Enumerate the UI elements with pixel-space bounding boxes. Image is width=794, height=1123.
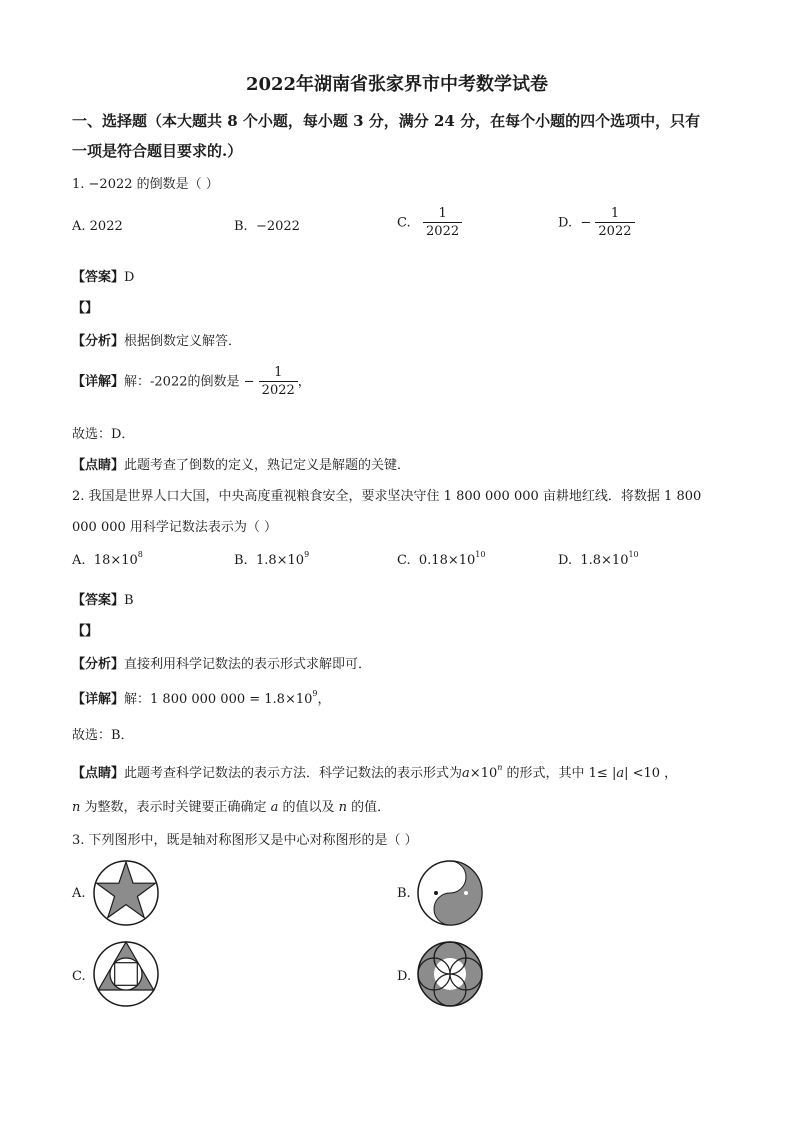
option-label: A. [72, 553, 86, 568]
q1-option-a: A. 2022 [72, 219, 123, 234]
analysis-text: 直接利用科学记数法的表示形式求解即可． [124, 657, 372, 672]
q2-comment-line1 [72, 762, 677, 781]
comment2-text2: 的值以及 [278, 800, 339, 815]
q3-option-b-label: B. [397, 886, 411, 901]
q2-option-c [397, 550, 486, 568]
q1-stem: 1. −2022 的倒数是（ ） [72, 177, 219, 192]
q1-option-c-fraction [423, 206, 462, 240]
analysis-tag: 【分析】 [72, 334, 125, 349]
analysis-text: 根据倒数定义解答． [124, 334, 242, 349]
var-n: n [72, 800, 81, 815]
q2-detail [72, 688, 331, 707]
fraction-denominator: 2022 [595, 222, 634, 240]
q1-option-c-label: C. [397, 215, 411, 231]
var-n: n [338, 800, 348, 815]
q1-detail-fraction [259, 365, 298, 399]
option-base: 18×10 [93, 553, 138, 568]
q1-option-c [397, 206, 462, 240]
q1-detail [72, 365, 311, 399]
section-heading-line1: 一、选择题（本大题共 8 个小题，每小题 3 分，满分 24 分，在每个小题的四个选项中，只有 [72, 112, 701, 130]
q1-option-d [558, 206, 635, 240]
q1-option-d-fraction [595, 206, 634, 240]
q1-answer [72, 266, 134, 285]
comment-tag: 【点睛】 [72, 458, 125, 473]
answer-value: D [124, 270, 135, 285]
yin-yang-figure [416, 859, 484, 927]
triangle-square-in-circle-figure [92, 940, 160, 1008]
q2-option-d [558, 550, 639, 568]
var-a: a [270, 800, 279, 815]
option-label: C. [397, 553, 411, 568]
q3-option-a-label: A. [72, 886, 86, 901]
option-exponent: 10 [628, 550, 639, 559]
comment-tag: 【点睛】 [72, 766, 125, 781]
q2-option-a [72, 550, 143, 568]
q2-analysis [72, 653, 371, 672]
q2-stem-line2: 000 000 用科学记数法表示为（ ） [72, 520, 278, 535]
q3-option-d-label: D. [397, 969, 412, 984]
detail-tag: 【详解】 [72, 374, 125, 390]
star-in-circle-figure [92, 859, 160, 927]
q2-stem-line1: 2. 我国是世界人口大国，中央高度重视粮食安全，要求坚决守住 1 800 000 000 亩耕地红线．将数据 1 800 [72, 489, 702, 504]
q2-choose: 故选：B． [72, 728, 134, 743]
comment-text: 此题考查了倒数的定义，熟记定义是解题的关键． [124, 458, 411, 473]
q2-answer [72, 589, 134, 608]
q2-option-b [234, 550, 310, 568]
answer-tag: 【答案】 [72, 270, 125, 285]
comment-mid: 的形式，其中 1≤ [502, 766, 612, 781]
detail-text: 解：-2022的倒数是 − [124, 374, 255, 390]
option-exponent: 9 [304, 550, 310, 559]
detail-end: ， [297, 374, 311, 390]
comment-lt: <10 ， [628, 766, 678, 781]
detail-text: 解：1 800 000 000 = 1.8×10 [124, 692, 313, 707]
q2-comment-line2 [72, 796, 390, 815]
abs-a: |a| [611, 766, 629, 781]
option-exponent: 10 [475, 550, 486, 559]
var-a: a [462, 766, 470, 781]
q1-comment [72, 454, 410, 473]
comment-text: 此题考查科学记数法的表示方法．科学记数法的表示形式为 [124, 766, 463, 781]
q3-option-c-label: C. [72, 969, 86, 984]
q2-bracket: 【】 [72, 624, 99, 639]
q1-option-d-label: D. [558, 215, 573, 231]
option-base: 1.8×10 [255, 553, 305, 568]
q1-option-d-sign: − [580, 215, 592, 231]
option-base: 1.8×10 [580, 553, 629, 568]
times-ten: ×10 [469, 766, 498, 781]
q1-choose: 故选：D． [72, 427, 135, 442]
section-heading-line2: 一项是符合题目要求的.） [72, 142, 243, 160]
q3-stem: 3. 下列图形中，既是轴对称图形又是中心对称图形的是（ ） [72, 833, 418, 848]
fraction-numerator: 1 [438, 206, 447, 221]
option-exponent: 8 [137, 550, 143, 559]
q1-option-b [234, 219, 300, 234]
q1-analysis [72, 330, 241, 349]
detail-exponent: 9 [312, 689, 318, 698]
fraction-denominator: 2022 [259, 381, 298, 399]
fraction-denominator: 2022 [423, 222, 462, 240]
fraction-numerator: 1 [274, 365, 283, 380]
fraction-numerator: 1 [610, 206, 620, 221]
detail-tag: 【详解】 [72, 692, 125, 707]
answer-tag: 【答案】 [72, 593, 125, 608]
option-label: D. [558, 553, 573, 568]
option-base: 0.18×10 [418, 553, 476, 568]
comment2-text3: 的值． [347, 800, 391, 815]
detail-end: ， [317, 692, 331, 707]
q1-bracket: 【】 [72, 301, 99, 316]
page-title: 2022年湖南省张家界市中考数学试卷 [245, 74, 549, 95]
var-n-exponent: n [497, 763, 503, 772]
comment2-text1: 为整数，表示时关键要正确确定 [80, 800, 271, 815]
analysis-tag: 【分析】 [72, 657, 125, 672]
option-label: B. [234, 553, 248, 568]
q1-option-b-value: −2022 [255, 219, 300, 234]
q1-option-b-label: B. [234, 219, 248, 234]
four-circles-figure [416, 940, 484, 1008]
answer-value: B [124, 593, 134, 608]
